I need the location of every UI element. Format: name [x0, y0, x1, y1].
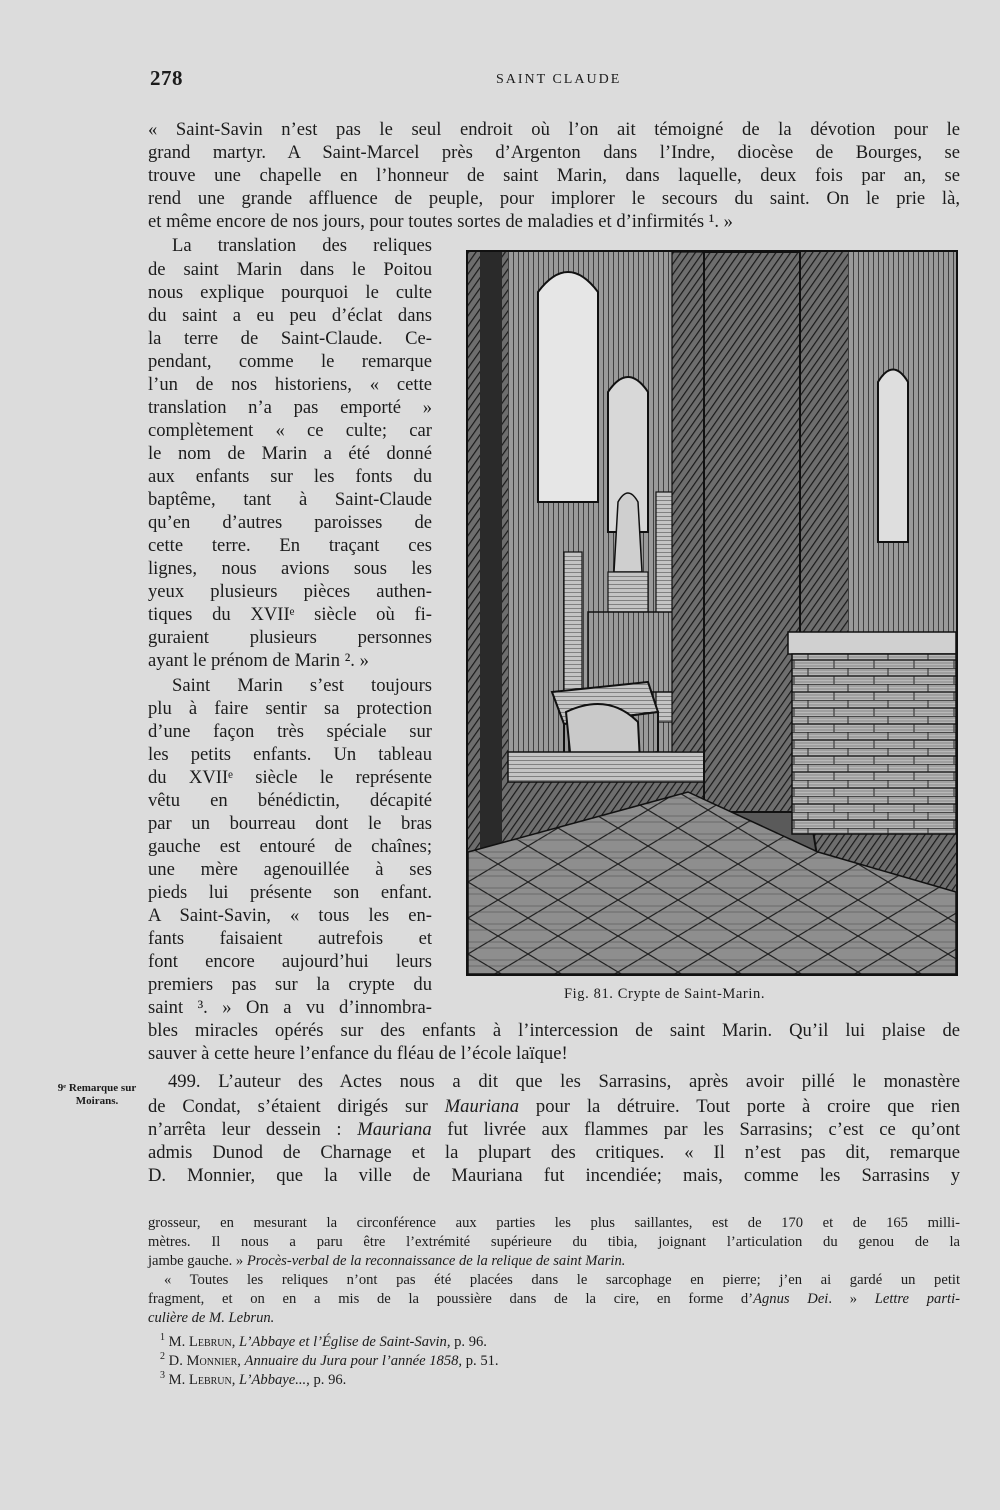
footnote-line: mètres. Il nous a paru être l’extrémité supérieure du tibia, joignant l’articulation du genou de la [148, 1234, 960, 1250]
body-line: rend une grande affluence de peuple, pour implorer le secours du saint. On le prie là, [148, 188, 960, 209]
body-line: du XVIIᵉ siècle le représente [148, 767, 432, 788]
footnote-mark: 3 [160, 1370, 165, 1381]
body-line: d’une façon très spéciale sur [148, 721, 432, 742]
body-line: fants faisaient autrefois et [148, 928, 432, 949]
body-line: lignes, nous avions sous les [148, 558, 432, 579]
body-line: cette terre. En traçant ces [148, 535, 432, 556]
body-line: qu’en d’autres paroisses de [148, 512, 432, 533]
footnote-mark: 2 [160, 1351, 165, 1362]
body-line: gauche est entouré de chaînes; [148, 836, 432, 857]
italic-place-name: Mauriana [357, 1119, 432, 1140]
italic-source: Lettre parti- [874, 1291, 960, 1307]
body-line: trouve une chapelle en l’honneur de saint Marin, dans laquelle, deux fois par an, se [148, 165, 960, 186]
body-line: l’un de nos historiens, « cette [148, 374, 432, 395]
body-line: premiers pas sur la crypte du [148, 974, 432, 995]
body-line: une mère agenouillée à ses [148, 859, 432, 880]
body-line: complètement « ce culte; car [148, 420, 432, 441]
body-line: pieds lui présente son enfant. [148, 882, 432, 903]
footnote-mark: 1 [160, 1332, 165, 1343]
footnote-author: M. Lebrun, [168, 1371, 236, 1388]
italic-term: Agnus Dei [753, 1291, 829, 1307]
footnote-line [148, 1252, 960, 1271]
body-line: La translation des reliques [172, 235, 432, 256]
footnote-title: L’Abbaye..., [239, 1371, 310, 1388]
body-line: plu à faire sentir sa protection [148, 698, 432, 719]
body-line: aux enfants sur les fonts du [148, 466, 432, 487]
text-run: fragment, et on en a mis de la poussière dans de la cire, en forme d’ [148, 1291, 754, 1307]
body-line: guraient plusieurs personnes [148, 627, 432, 648]
text-run: n’arrêta leur dessein : [148, 1119, 358, 1140]
body-line: Saint Marin s’est toujours [172, 675, 432, 696]
footnote-line: « Toutes les reliques n’ont pas été placées dans le sarcophage en pierre; j’en ai gardé un petit [164, 1272, 960, 1288]
body-line: 499. L’auteur des Actes nous a dit que les Sarrasins, après avoir pillé le monastère [168, 1071, 960, 1092]
text-run: de Condat, s’étaient dirigés sur [148, 1096, 445, 1117]
text-run: pour la détruire. Tout porte à croire que rien [519, 1096, 960, 1117]
body-line: nous explique pourquoi le culte [148, 282, 432, 303]
italic-source: Procès-verbal de la reconnaissance de la relique de saint Marin. [246, 1253, 626, 1269]
figure-caption: Fig. 81. Crypte de Saint-Marin. [564, 986, 766, 1002]
crypt-engraving [466, 250, 958, 976]
body-line: pendant, comme le remarque [148, 351, 432, 372]
footnote-line: grosseur, en mesurant la circonférence aux parties les plus saillantes, est de 170 et de 165 milli- [148, 1215, 960, 1231]
body-line: sauver à cette heure l’enfance du fléau de l’école laïque! [148, 1043, 568, 1064]
page-header [150, 66, 960, 92]
body-line: les petits enfants. Un tableau [148, 744, 432, 765]
body-line: yeux plusieurs pièces authen- [148, 581, 432, 602]
body-line: la terre de Saint-Claude. Ce- [148, 328, 432, 349]
body-line [148, 1095, 960, 1118]
body-line [148, 1118, 960, 1141]
text-run: jambe gauche. » [148, 1253, 247, 1269]
body-line: D. Monnier, que la ville de Mauriana fut incendiée; mais, comme les Sarrasins y [148, 1165, 960, 1186]
body-line: du saint a eu peu d’éclat dans [148, 305, 432, 326]
footnote-page: p. 96. [450, 1333, 487, 1350]
body-line: translation n’a pas emporté » [148, 397, 432, 418]
page-number: 278 [150, 66, 183, 90]
body-line: saint ³. » On a vu d’innombra- [148, 997, 432, 1018]
body-line: ayant le prénom de Marin ². » [148, 650, 369, 671]
footnote-page: p. 51. [462, 1352, 499, 1369]
body-line: baptême, tant à Saint-Claude [148, 489, 432, 510]
footnote-title: L’Abbaye et l’Église de Saint-Savin, [239, 1333, 451, 1350]
footnote-page: p. 96. [309, 1371, 347, 1388]
body-line: font encore aujourd’hui leurs [148, 951, 432, 972]
footnote-3 [160, 1366, 346, 1390]
margin-note: 9ᵉ Remarque sur Moirans. [57, 1082, 137, 1107]
body-line: bles miracles opérés sur des enfants à l’intercession de saint Marin. Qu’il lui plaise de [148, 1020, 960, 1041]
body-line: vêtu en bénédictin, décapité [148, 790, 432, 811]
text-run: fut livrée aux flammes par les Sarrasins; c’est ce qu’ont [431, 1119, 960, 1140]
body-line: tiques du XVIIᵉ siècle où fi- [148, 604, 432, 625]
body-line: par un bourreau dont le bras [148, 813, 432, 834]
footnote-line [148, 1290, 960, 1309]
body-line: A Saint-Savin, « tous les en- [148, 905, 432, 926]
footnote-line [148, 1309, 274, 1328]
footnote-author: M. Lebrun, [168, 1333, 236, 1350]
body-line: de saint Marin dans le Poitou [148, 259, 432, 280]
italic-source: culière de M. Lebrun. [148, 1310, 275, 1326]
body-line: admis Dunod de Charnage et la plupart des critiques. « Il n’est pas dit, remarque [148, 1142, 960, 1163]
running-head: SAINT CLAUDE [496, 72, 622, 87]
body-line: « Saint-Savin n’est pas le seul endroit où l’on ait témoigné de la dévotion pour le [148, 119, 960, 140]
italic-place-name: Mauriana [444, 1096, 520, 1117]
body-line: grand martyr. A Saint-Marcel près d’Argenton dans l’Indre, diocèse de Bourges, se [148, 142, 960, 163]
body-line: et même encore de nos jours, pour toutes sortes de maladies et d’infirmités ¹. » [148, 211, 733, 232]
footnote-title: Annuaire du Jura pour l’année 1858, [244, 1352, 463, 1369]
footnote-author: D. Monnier, [168, 1352, 241, 1369]
text-run: . » [828, 1291, 875, 1307]
body-line: le nom de Marin a été donné [148, 443, 432, 464]
